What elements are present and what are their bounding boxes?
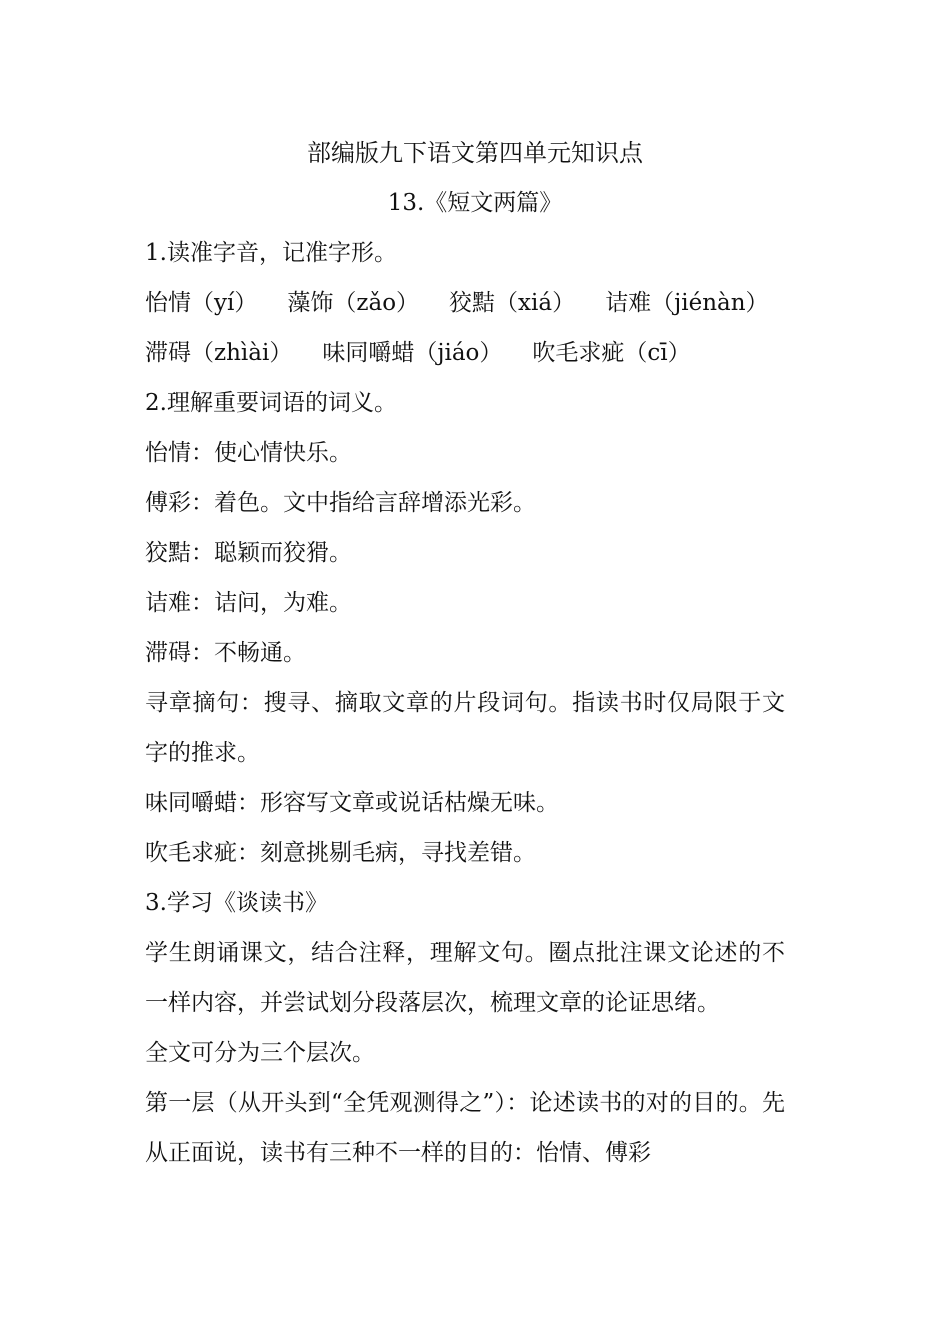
body-paragraph: 全文可分为三个层次。 bbox=[145, 1040, 375, 1066]
pronunciation-item: 藻饰（zǎo） bbox=[287, 290, 420, 316]
pronunciation-item: 狡黠（xiá） bbox=[449, 290, 576, 316]
definition-item: 吹毛求疵：刻意挑剔毛病，寻找差错。 bbox=[145, 840, 536, 866]
definition-item: 狡黠：聪颖而狡猾。 bbox=[145, 540, 352, 566]
body-paragraph: 学生朗诵课文，结合注释，理解文句。圈点批注课文论述的不一样内容，并尝试划分段落层次，梳理文章的论证思绪。 bbox=[145, 940, 785, 1016]
document-title: 部编版九下语文第四单元知识点 bbox=[307, 139, 643, 167]
lesson-title: 13.《短文两篇》 bbox=[387, 190, 563, 216]
section-1-heading: 1.读准字音，记准字形。 bbox=[145, 240, 397, 266]
pronunciation-item: 味同嚼蜡（jiáo） bbox=[322, 340, 503, 366]
pronunciation-item: 滞碍（zhìài） bbox=[145, 340, 293, 366]
section-2-heading: 2.理解重要词语的词义。 bbox=[145, 390, 397, 416]
definition-item: 味同嚼蜡：形容写文章或说话枯燥无味。 bbox=[145, 790, 559, 816]
definition-item: 滞碍：不畅通。 bbox=[145, 640, 306, 666]
pronunciation-item: 怡情（yí） bbox=[145, 290, 258, 316]
pronunciation-row-1 bbox=[145, 278, 780, 328]
pronunciation-item: 吹毛求疵（cī） bbox=[532, 340, 691, 366]
definition-item: 寻章摘句：搜寻、摘取文章的片段词句。指读书时仅局限于文字的推求。 bbox=[145, 690, 785, 766]
definition-item: 傅彩：着色。文中指给言辞增添光彩。 bbox=[145, 490, 536, 516]
section-3-heading: 3.学习《谈读书》 bbox=[145, 890, 328, 916]
pronunciation-item: 诘难（jiénàn） bbox=[605, 290, 769, 316]
definition-item: 怡情：使心情快乐。 bbox=[145, 440, 352, 466]
pronunciation-row-2 bbox=[145, 328, 780, 378]
definition-item: 诘难：诘问，为难。 bbox=[145, 590, 352, 616]
body-paragraph: 第一层（从开头到“全凭观测得之”）：论述读书的对的目的。先从正面说，读书有三种不一样的目的：怡情、傅彩 bbox=[145, 1090, 785, 1166]
